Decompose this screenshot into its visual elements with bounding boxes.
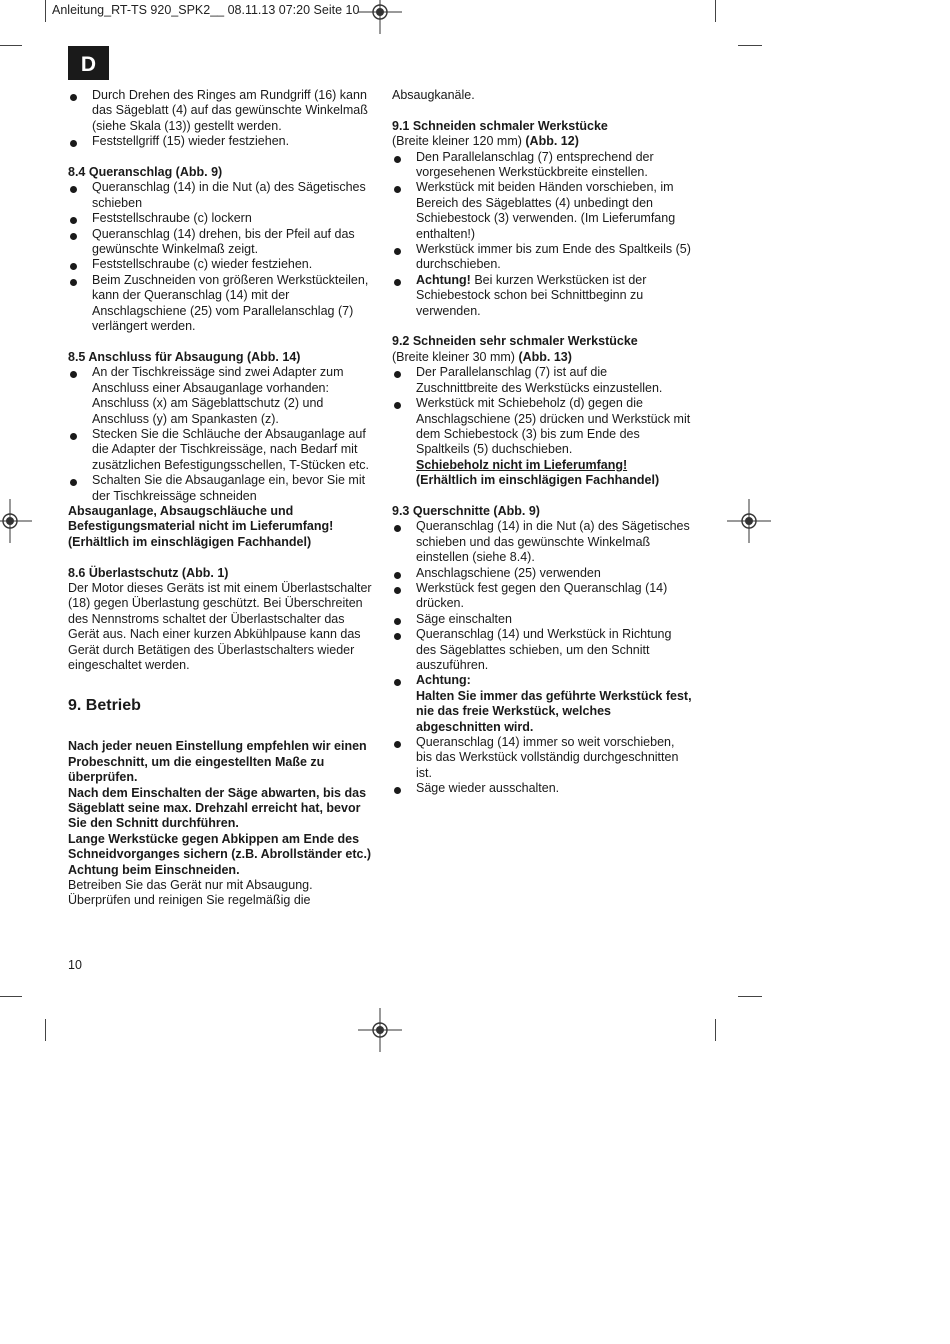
paragraph: Betreiben Sie das Gerät nur mit Absaugung. Überprüfen und reinigen Sie regelmäßig die [68, 878, 313, 908]
registration-mark-icon [358, 1008, 402, 1052]
list-item: Queranschlag (14) in die Nut (a) des Sägetisches schieben [68, 180, 373, 211]
list-item: Queranschlag (14) in die Nut (a) des Sägetisches schieben und das gewünschte Winkelmaß einstellen (siehe 8.4). [392, 519, 692, 565]
list-item: Feststellschraube (c) lockern [68, 211, 373, 226]
list-item: Queranschlag (14) drehen, bis der Pfeil auf das gewünschte Winkelmaß zeigt. [68, 227, 373, 258]
paragraph-bold: Nach dem Einschalten der Säge abwarten, bis das Sägeblatt seine max. Drehzahl erreicht hat, bevor Sie den Schnitt durchführen. [68, 785, 367, 831]
list-item: Feststellschraube (c) wieder festziehen. [68, 257, 373, 272]
list-item: Werkstück fest gegen den Queranschlag (14) drücken. [392, 581, 692, 612]
left-column [68, 88, 373, 909]
note-bold: Absauganlage, Absaugschläuche und Befestigungsmaterial nicht im Lieferumfang! (Erhältlich im einschlägigen Fachhandel) [68, 503, 334, 549]
page-number: 10 [68, 958, 82, 972]
list-item: Achtung: [392, 673, 692, 688]
paragraph: Absaugkanäle. [392, 88, 475, 102]
crop-mark [0, 996, 22, 997]
list-item: Achtung! Bei kurzen Werkstücken ist der Schiebestock schon bei Schnittbeginn zu verwenden. [392, 273, 692, 319]
list-item: Säge einschalten [392, 612, 692, 627]
list-item: Werkstück mit beiden Händen vorschieben, im Bereich des Sägeblattes (4) unbedingt den Schiebestock (3) verwenden. (Im Lieferumfang enthalten!) [392, 180, 692, 242]
note-underlined: Schiebeholz nicht im Lieferumfang! [416, 457, 628, 472]
subheading: (Breite kleiner 120 mm) (Abb. 12) [392, 134, 579, 149]
crop-mark [715, 1019, 716, 1041]
list-item: Queranschlag (14) immer so weit vorschieben, bis das Werkstück vollständig durchgeschnitten ist. [392, 735, 692, 781]
list-item: Beim Zuschneiden von größeren Werkstückteilen, kann der Queranschlag (14) mit der Anschlagschiene (25) vom Parallelanschlag (7) verlängert werden. [68, 273, 373, 335]
list-item: Stecken Sie die Schläuche der Absauganlage auf die Adapter der Tischkreissäge, nach Bedarf mit zusätzlichen Befestigungsschellen, T-Stücken etc. [68, 427, 373, 473]
registration-mark-icon [0, 499, 32, 543]
crop-mark [738, 45, 762, 46]
language-tab: D [68, 46, 109, 80]
chapter-heading-9: 9. Betrieb [68, 697, 141, 715]
print-slug: Anleitung_RT-TS 920_SPK2__ 08.11.13 07:20 Seite 10 [52, 3, 360, 17]
list-item: Werkstück immer bis zum Ende des Spaltkeils (5) durchschieben. [392, 242, 692, 273]
list-item: Feststellgriff (15) wieder festziehen. [68, 134, 373, 149]
list-item: Anschlagschiene (25) verwenden [392, 566, 692, 581]
paragraph-bold: Lange Werkstücke gegen Abkippen am Ende des Schneidvorganges sichern (z.B. Abrollständer etc.) [68, 831, 372, 862]
registration-mark-icon [727, 499, 771, 543]
section-heading-9-1: 9.1 Schneiden schmaler Werkstücke [392, 118, 608, 133]
note-bold: (Erhältlich im einschlägigen Fachhandel) [416, 473, 660, 488]
list-item: An der Tischkreissäge sind zwei Adapter zum Anschluss einer Absauganlage vorhanden: Anschluss (x) am Sägeblattschutz (2) und Anschluss (y) am Spankasten (z). [68, 365, 373, 427]
list-item: Queranschlag (14) und Werkstück in Richtung des Sägeblattes schieben, um den Schnitt auszuführen. [392, 627, 692, 673]
section-heading-8-5: 8.5 Anschluss für Absaugung (Abb. 14) [68, 349, 301, 364]
paragraph: Der Motor dieses Geräts ist mit einem Überlastschalter (18) gegen Überlastung geschützt. Bei Überschreiten des Nennstroms schaltet der Überlastschalter das Gerät aus. Nach einer kurzen Abkühlpause kann das Gerät durch Betätigen des Überlastschalters wieder eingeschaltet werden. [68, 580, 372, 672]
crop-mark [715, 0, 716, 22]
list-item: Schalten Sie die Absauganlage ein, bevor Sie mit der Tischkreissäge schneiden [68, 473, 373, 504]
list-item: Säge wieder ausschalten. [392, 781, 692, 796]
crop-mark [738, 996, 762, 997]
paragraph-bold: Nach jeder neuen Einstellung empfehlen wir einen Probeschnitt, um die eingestellten Maße zu überprüfen. [68, 739, 367, 785]
crop-mark [45, 1019, 46, 1041]
crop-mark [45, 0, 46, 22]
list-item: Durch Drehen des Ringes am Rundgriff (16) kann das Sägeblatt (4) auf das gewünschte Winkelmaß (siehe Skala (13)) gestellt werden. [68, 88, 373, 134]
list-item: Den Parallelanschlag (7) entsprechend der vorgesehenen Werkstückbreite einstellen. [392, 150, 692, 181]
crop-mark [0, 45, 22, 46]
section-heading-8-4: 8.4 Queranschlag (Abb. 9) [68, 165, 223, 180]
section-heading-9-3: 9.3 Querschnitte (Abb. 9) [392, 503, 540, 518]
paragraph-bold: Achtung beim Einschneiden. [68, 862, 240, 877]
list-item: Werkstück mit Schiebeholz (d) gegen die Anschlagschiene (25) drücken und Werkstück mit dem Schiebestock (3) bis zum Ende des Spaltkeils (5) duchschieben. [392, 396, 692, 458]
list-item: Der Parallelanschlag (7) ist auf die Zuschnittbreite des Werkstücks einzustellen. [392, 365, 692, 396]
section-heading-9-2: 9.2 Schneiden sehr schmaler Werkstücke [392, 334, 638, 349]
section-heading-8-6: 8.6 Überlastschutz (Abb. 1) [68, 565, 229, 580]
subheading: (Breite kleiner 30 mm) (Abb. 13) [392, 349, 572, 364]
right-column [392, 88, 692, 797]
warning-text: Halten Sie immer das geführte Werkstück fest, nie das freie Werkstück, welches abgeschnitten wird. [416, 688, 692, 734]
registration-mark-icon [358, 0, 402, 34]
